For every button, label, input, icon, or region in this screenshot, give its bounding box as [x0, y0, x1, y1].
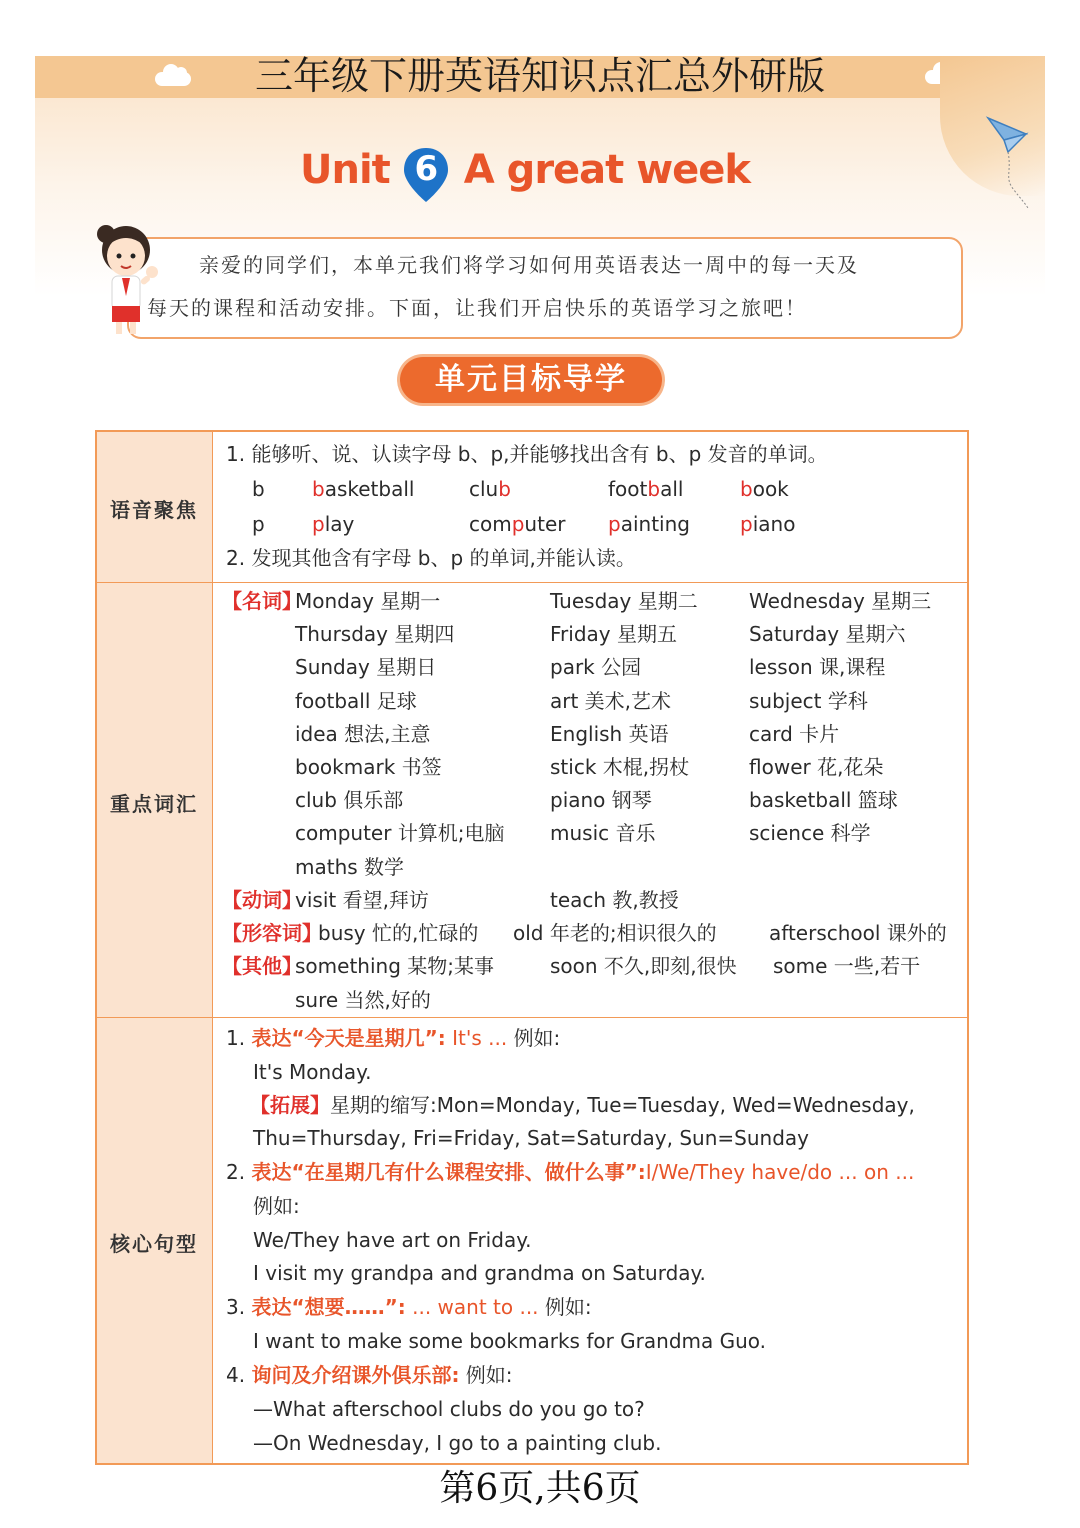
other-item: some 一些,若干	[773, 954, 921, 978]
verb-item: visit 看望,拜访	[295, 888, 429, 912]
word-p-1: play	[312, 512, 355, 536]
verb-item: teach 教,教授	[550, 888, 679, 912]
noun-item: idea 想法,主意	[295, 721, 431, 746]
pattern-2-lead: 例如:	[253, 1194, 300, 1218]
others-tag: 【其他】	[222, 954, 302, 978]
adjective-item: old 年老的;相识很久的	[513, 921, 717, 945]
unit-name: A great week	[463, 147, 751, 193]
unit-word: Unit	[300, 147, 390, 193]
noun-item: Saturday 星期六	[749, 622, 906, 647]
noun-item: stick 木棍,拐杖	[550, 755, 690, 779]
category-pronunciation: 语音聚焦	[110, 498, 198, 522]
other-item: something 某物;某事	[295, 954, 494, 978]
noun-item: bookmark 书签	[295, 755, 442, 779]
word-p-3: painting	[608, 512, 690, 536]
unit-heading	[300, 140, 750, 200]
word-p-4: piano	[740, 512, 796, 536]
other-item: sure 当然,好的	[295, 988, 431, 1012]
page-footer: 第6页,共6页	[439, 1468, 641, 1509]
word-b-1: basketball	[312, 477, 415, 501]
noun-item: Thursday 星期四	[295, 622, 455, 647]
pattern-1-example: It's Monday.	[253, 1060, 372, 1084]
adjective-item: busy 忙的,忙碌的	[318, 921, 479, 945]
pronunciation-goal-1: 1. 能够听、说、认读字母 b、p,并能够找出含有 b、p 发音的单词。	[226, 442, 828, 466]
pattern-1-extension-2: Thu=Thursday, Fri=Friday, Sat=Saturday, Sun=Sunday	[253, 1126, 809, 1150]
verbs-tag: 【动词】	[222, 888, 302, 912]
noun-item: lesson 课,课程	[749, 655, 886, 680]
noun-item: piano 钢琴	[550, 788, 652, 813]
paper-plane-icon	[984, 112, 1034, 212]
noun-item: flower 花,花朵	[749, 755, 884, 779]
pronunciation-goal-2: 2. 发现其他含有字母 b、p 的单词,并能认读。	[226, 546, 636, 570]
noun-item: English 英语	[550, 721, 669, 746]
noun-item: music 音乐	[550, 821, 656, 846]
noun-item: park 公园	[550, 655, 642, 680]
intro-line-1: 亲爱的同学们，本单元我们将学习如何用英语表达一周中的每一天及	[199, 253, 859, 277]
noun-item: maths 数学	[295, 854, 405, 879]
noun-item: computer 计算机;电脑	[295, 821, 505, 846]
pattern-4-example-2: —On Wednesday, I go to a painting club.	[253, 1431, 662, 1455]
word-p-2: computer	[469, 512, 566, 536]
noun-item: Friday 星期五	[550, 622, 677, 647]
pattern-2: 2. 表达“在星期几有什么课程安排、做什么事”:I/We/They have/do ... on ...	[226, 1160, 915, 1184]
pattern-2-example-1: We/They have art on Friday.	[253, 1228, 532, 1252]
row-divider	[95, 582, 969, 583]
noun-item: card 卡片	[749, 721, 840, 746]
noun-item: subject 学科	[749, 688, 868, 713]
category-patterns: 核心句型	[110, 1232, 198, 1256]
other-item: soon 不久,即刻,很快	[550, 954, 737, 978]
adjective-item: afterschool 课外的	[769, 921, 947, 945]
word-b-3: football	[608, 477, 684, 501]
word-b-2: club	[469, 477, 511, 501]
letter-b: b	[252, 477, 265, 501]
intro-line-2: 每天的课程和活动安排。下面，让我们开启快乐的英语学习之旅吧！	[147, 296, 807, 320]
noun-item: club 俱乐部	[295, 788, 404, 813]
pattern-3-example: I want to make some bookmarks for Grandma Guo.	[253, 1329, 767, 1353]
intro-text	[147, 244, 947, 330]
pattern-1: 1. 表达“今天是星期几”: It's ... 例如:	[226, 1026, 561, 1050]
unit-number-badge	[402, 146, 450, 194]
pattern-4-example-1: —What afterschool clubs do you go to?	[253, 1397, 645, 1421]
nouns-tag: 【名词】	[222, 589, 302, 613]
letter-p: p	[252, 512, 265, 536]
noun-item: Wednesday 星期三	[749, 589, 932, 613]
pattern-1-extension: 【拓展】星期的缩写:Mon=Monday, Tue=Tuesday, Wed=Wednesday,	[250, 1093, 915, 1117]
section-title: 单元目标导学	[400, 357, 662, 403]
noun-item: football 足球	[295, 688, 417, 713]
unit-number: 6	[414, 149, 438, 189]
noun-item: Monday 星期一	[295, 589, 441, 613]
noun-item: basketball 篮球	[749, 788, 898, 813]
row-divider	[95, 1017, 969, 1018]
adjectives-tag: 【形容词】	[222, 921, 322, 945]
category-vocabulary: 重点词汇	[110, 792, 198, 816]
noun-item: Sunday 星期日	[295, 655, 437, 680]
noun-item: science 科学	[749, 821, 871, 846]
document-title: 三年级下册英语知识点汇总外研版	[254, 54, 825, 98]
word-b-4: book	[740, 477, 789, 501]
pattern-3: 3. 表达“想要……”: ... want to ... 例如:	[226, 1295, 592, 1319]
noun-item: art 美术,艺术	[550, 688, 672, 713]
pattern-4: 4. 询问及介绍课外俱乐部: 例如:	[226, 1363, 513, 1387]
pattern-2-example-2: I visit my grandpa and grandma on Saturday.	[253, 1261, 706, 1285]
noun-item: Tuesday 星期二	[550, 589, 698, 613]
